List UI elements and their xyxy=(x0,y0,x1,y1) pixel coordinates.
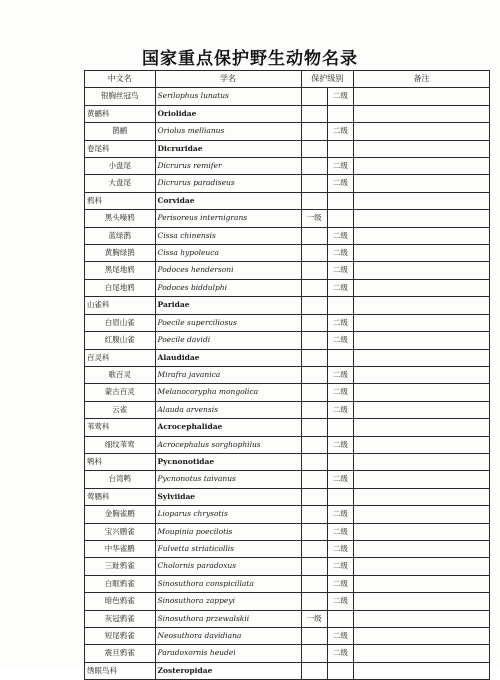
chinese-name-cell: 白尾地鸦 xyxy=(85,279,156,296)
level-two-cell: 二级 xyxy=(327,401,353,418)
scientific-name-cell: Mirafra javanica xyxy=(155,366,301,383)
level-one-cell xyxy=(301,436,327,453)
level-two-cell xyxy=(327,140,353,157)
notes-cell xyxy=(353,628,489,645)
table-row xyxy=(85,401,490,418)
level-one-cell xyxy=(301,575,327,592)
chinese-name-cell: 小盘尾 xyxy=(85,158,156,175)
level-one-cell xyxy=(301,662,327,679)
level-two-cell: 二级 xyxy=(327,366,353,383)
notes-cell xyxy=(353,523,489,540)
level-one-cell xyxy=(301,175,327,192)
chinese-name-cell: 蒙古百灵 xyxy=(85,384,156,401)
table-row xyxy=(85,279,490,296)
scientific-name-cell: Alaudidae xyxy=(155,349,301,366)
level-two-cell: 二级 xyxy=(327,314,353,331)
level-two-cell: 二级 xyxy=(327,558,353,575)
scientific-name-cell: Pycnonotidae xyxy=(155,453,301,470)
level-two-cell: 二级 xyxy=(327,575,353,592)
table-row xyxy=(85,175,490,192)
scientific-name-cell: Podoces hendersoni xyxy=(155,262,301,279)
level-one-cell xyxy=(301,105,327,122)
level-one-cell xyxy=(301,297,327,314)
family-row xyxy=(85,349,490,366)
level-one-cell xyxy=(301,245,327,262)
chinese-name-cell: 苇莺科 xyxy=(85,419,156,436)
scientific-name-cell: Melanocorypha mongolica xyxy=(155,384,301,401)
chinese-name-cell: 歌百灵 xyxy=(85,366,156,383)
notes-cell xyxy=(353,88,489,105)
chinese-name-cell: 震旦鸦雀 xyxy=(85,645,156,662)
chinese-name-cell: 莺鹛科 xyxy=(85,488,156,505)
scientific-name-cell: Cissa chinensis xyxy=(155,227,301,244)
scientific-name-cell: Poecile davidi xyxy=(155,332,301,349)
level-one-cell xyxy=(301,227,327,244)
table-row xyxy=(85,558,490,575)
level-one-cell xyxy=(301,314,327,331)
level-one-cell xyxy=(301,558,327,575)
notes-cell xyxy=(353,262,489,279)
family-row xyxy=(85,297,490,314)
table-row xyxy=(85,245,490,262)
chinese-name-cell: 暗色鸦雀 xyxy=(85,593,156,610)
level-two-cell xyxy=(327,105,353,122)
level-two-cell: 二级 xyxy=(327,471,353,488)
species-table xyxy=(84,70,490,680)
table-row xyxy=(85,366,490,383)
notes-cell xyxy=(353,175,489,192)
notes-cell xyxy=(353,192,489,209)
scientific-name-cell: Acrocephalidae xyxy=(155,419,301,436)
family-row xyxy=(85,453,490,470)
chinese-name-cell: 红腹山雀 xyxy=(85,332,156,349)
scientific-name-cell: Podoces biddulphi xyxy=(155,279,301,296)
chinese-name-cell: 黑尾地鸦 xyxy=(85,262,156,279)
level-one-cell xyxy=(301,384,327,401)
level-two-cell: 二级 xyxy=(327,436,353,453)
notes-cell xyxy=(353,314,489,331)
table-row xyxy=(85,227,490,244)
level-two-cell xyxy=(327,349,353,366)
scientific-name-cell: Corvidae xyxy=(155,192,301,209)
scientific-name-cell: Paridae xyxy=(155,297,301,314)
level-one-cell xyxy=(301,123,327,140)
chinese-name-cell: 卷尾科 xyxy=(85,140,156,157)
chinese-name-cell: 鸦科 xyxy=(85,192,156,209)
notes-cell xyxy=(353,610,489,627)
chinese-name-cell: 银胸丝冠鸟 xyxy=(85,88,156,105)
table-row xyxy=(85,158,490,175)
header-scientific-name: 学名 xyxy=(155,71,301,88)
table-row xyxy=(85,610,490,627)
level-one-cell xyxy=(301,419,327,436)
scientific-name-cell: Zosteropidae xyxy=(155,662,301,679)
scientific-name-cell: Sinosuthora zappeyi xyxy=(155,593,301,610)
chinese-name-cell: 云雀 xyxy=(85,401,156,418)
level-two-cell: 二级 xyxy=(327,384,353,401)
level-two-cell xyxy=(327,297,353,314)
scientific-name-cell: Perisoreus internigrans xyxy=(155,210,301,227)
notes-cell xyxy=(353,158,489,175)
level-one-cell xyxy=(301,366,327,383)
level-two-cell xyxy=(327,419,353,436)
notes-cell xyxy=(353,332,489,349)
level-two-cell: 二级 xyxy=(327,262,353,279)
chinese-name-cell: 鹎科 xyxy=(85,453,156,470)
level-one-cell: 一级 xyxy=(301,210,327,227)
notes-cell xyxy=(353,575,489,592)
header-chinese-name: 中文名 xyxy=(85,71,156,88)
notes-cell xyxy=(353,366,489,383)
level-two-cell: 二级 xyxy=(327,628,353,645)
level-two-cell: 二级 xyxy=(327,245,353,262)
family-row xyxy=(85,192,490,209)
family-row xyxy=(85,662,490,679)
notes-cell xyxy=(353,245,489,262)
level-one-cell xyxy=(301,262,327,279)
document-title: 国家重点保护野生动物名录 xyxy=(142,49,358,69)
notes-cell xyxy=(353,506,489,523)
chinese-name-cell: 细纹苇莺 xyxy=(85,436,156,453)
family-row xyxy=(85,419,490,436)
chinese-name-cell: 金胸雀鹛 xyxy=(85,506,156,523)
table-row xyxy=(85,523,490,540)
scientific-name-cell: Serilophus lunatus xyxy=(155,88,301,105)
table-row xyxy=(85,436,490,453)
level-two-cell: 二级 xyxy=(327,523,353,540)
table-row xyxy=(85,506,490,523)
table-row xyxy=(85,88,490,105)
level-one-cell xyxy=(301,488,327,505)
level-two-cell xyxy=(327,210,353,227)
level-two-cell xyxy=(327,610,353,627)
level-one-cell xyxy=(301,453,327,470)
chinese-name-cell: 台湾鹎 xyxy=(85,471,156,488)
level-two-cell: 二级 xyxy=(327,88,353,105)
notes-cell xyxy=(353,558,489,575)
scientific-name-cell: Pycnonotus taivanus xyxy=(155,471,301,488)
level-one-cell xyxy=(301,523,327,540)
level-one-cell xyxy=(301,158,327,175)
chinese-name-cell: 大盘尾 xyxy=(85,175,156,192)
level-one-cell: 一级 xyxy=(301,610,327,627)
level-two-cell: 二级 xyxy=(327,645,353,662)
notes-cell xyxy=(353,471,489,488)
family-row xyxy=(85,105,490,122)
scientific-name-cell: Cissa hypoleuca xyxy=(155,245,301,262)
chinese-name-cell: 宝兴鹛雀 xyxy=(85,523,156,540)
table-row xyxy=(85,384,490,401)
level-two-cell xyxy=(327,488,353,505)
table-row xyxy=(85,332,490,349)
level-two-cell: 二级 xyxy=(327,279,353,296)
level-two-cell: 二级 xyxy=(327,123,353,140)
notes-cell xyxy=(353,593,489,610)
table-row xyxy=(85,593,490,610)
chinese-name-cell: 百灵科 xyxy=(85,349,156,366)
level-one-cell xyxy=(301,401,327,418)
chinese-name-cell: 山雀科 xyxy=(85,297,156,314)
scientific-name-cell: Acrocephalus sorghophilus xyxy=(155,436,301,453)
level-one-cell xyxy=(301,140,327,157)
scientific-name-cell: Cholornis paradoxus xyxy=(155,558,301,575)
notes-cell xyxy=(353,401,489,418)
scientific-name-cell: Sinosuthora conspicillata xyxy=(155,575,301,592)
scientific-name-cell: Oriolidae xyxy=(155,105,301,122)
level-one-cell xyxy=(301,192,327,209)
table-row xyxy=(85,471,490,488)
table-body xyxy=(85,88,490,680)
level-one-cell xyxy=(301,540,327,557)
chinese-name-cell: 白眶鸦雀 xyxy=(85,575,156,592)
level-one-cell xyxy=(301,645,327,662)
notes-cell xyxy=(353,436,489,453)
header-row xyxy=(85,71,490,88)
chinese-name-cell: 短尾鸦雀 xyxy=(85,628,156,645)
table-row xyxy=(85,210,490,227)
table-row xyxy=(85,575,490,592)
notes-cell xyxy=(353,140,489,157)
level-two-cell: 二级 xyxy=(327,593,353,610)
notes-cell xyxy=(353,384,489,401)
scientific-name-cell: Poecile superciliosus xyxy=(155,314,301,331)
notes-cell xyxy=(353,488,489,505)
level-one-cell xyxy=(301,279,327,296)
level-one-cell xyxy=(301,349,327,366)
level-one-cell xyxy=(301,332,327,349)
level-two-cell: 二级 xyxy=(327,506,353,523)
chinese-name-cell: 黄鹂科 xyxy=(85,105,156,122)
table-row xyxy=(85,540,490,557)
notes-cell xyxy=(353,297,489,314)
chinese-name-cell: 绣眼鸟科 xyxy=(85,662,156,679)
chinese-name-cell: 黑头噪鸦 xyxy=(85,210,156,227)
chinese-name-cell: 三趾鸦雀 xyxy=(85,558,156,575)
table-row xyxy=(85,628,490,645)
scientific-name-cell: Paradoxornis heudei xyxy=(155,645,301,662)
notes-cell xyxy=(353,105,489,122)
level-two-cell: 二级 xyxy=(327,158,353,175)
chinese-name-cell: 鹊鹂 xyxy=(85,123,156,140)
level-two-cell: 二级 xyxy=(327,175,353,192)
level-one-cell xyxy=(301,88,327,105)
scientific-name-cell: Dicruridae xyxy=(155,140,301,157)
header-notes: 备注 xyxy=(353,71,489,88)
notes-cell xyxy=(353,540,489,557)
notes-cell xyxy=(353,419,489,436)
level-one-cell xyxy=(301,506,327,523)
notes-cell xyxy=(353,453,489,470)
level-two-cell xyxy=(327,453,353,470)
scientific-name-cell: Alauda arvensis xyxy=(155,401,301,418)
notes-cell xyxy=(353,662,489,679)
scientific-name-cell: Dicrurus remifer xyxy=(155,158,301,175)
scientific-name-cell: Sylviidae xyxy=(155,488,301,505)
level-one-cell xyxy=(301,628,327,645)
scientific-name-cell: Oriolus mellianus xyxy=(155,123,301,140)
notes-cell xyxy=(353,210,489,227)
scientific-name-cell: Neosuthora davidiana xyxy=(155,628,301,645)
level-two-cell: 二级 xyxy=(327,227,353,244)
notes-cell xyxy=(353,227,489,244)
chinese-name-cell: 黄胸绿鹊 xyxy=(85,245,156,262)
table-row xyxy=(85,314,490,331)
chinese-name-cell: 蓝绿鹊 xyxy=(85,227,156,244)
level-two-cell xyxy=(327,192,353,209)
notes-cell xyxy=(353,349,489,366)
scientific-name-cell: Dicrurus paradiseus xyxy=(155,175,301,192)
notes-cell xyxy=(353,279,489,296)
chinese-name-cell: 中华雀鹛 xyxy=(85,540,156,557)
family-row xyxy=(85,488,490,505)
notes-cell xyxy=(353,123,489,140)
notes-cell xyxy=(353,645,489,662)
scientific-name-cell: Lioparus chrysotis xyxy=(155,506,301,523)
chinese-name-cell: 灰冠鸦雀 xyxy=(85,610,156,627)
level-one-cell xyxy=(301,593,327,610)
table-row xyxy=(85,123,490,140)
scientific-name-cell: Moupinia poecilotis xyxy=(155,523,301,540)
chinese-name-cell: 白眉山雀 xyxy=(85,314,156,331)
level-two-cell: 二级 xyxy=(327,540,353,557)
level-one-cell xyxy=(301,471,327,488)
family-row xyxy=(85,140,490,157)
table-row xyxy=(85,645,490,662)
header-protection-level: 保护级别 xyxy=(301,71,353,88)
scientific-name-cell: Sinosuthora przewalskii xyxy=(155,610,301,627)
scientific-name-cell: Fulvetta striaticollis xyxy=(155,540,301,557)
level-two-cell xyxy=(327,662,353,679)
table-row xyxy=(85,262,490,279)
level-two-cell: 二级 xyxy=(327,332,353,349)
